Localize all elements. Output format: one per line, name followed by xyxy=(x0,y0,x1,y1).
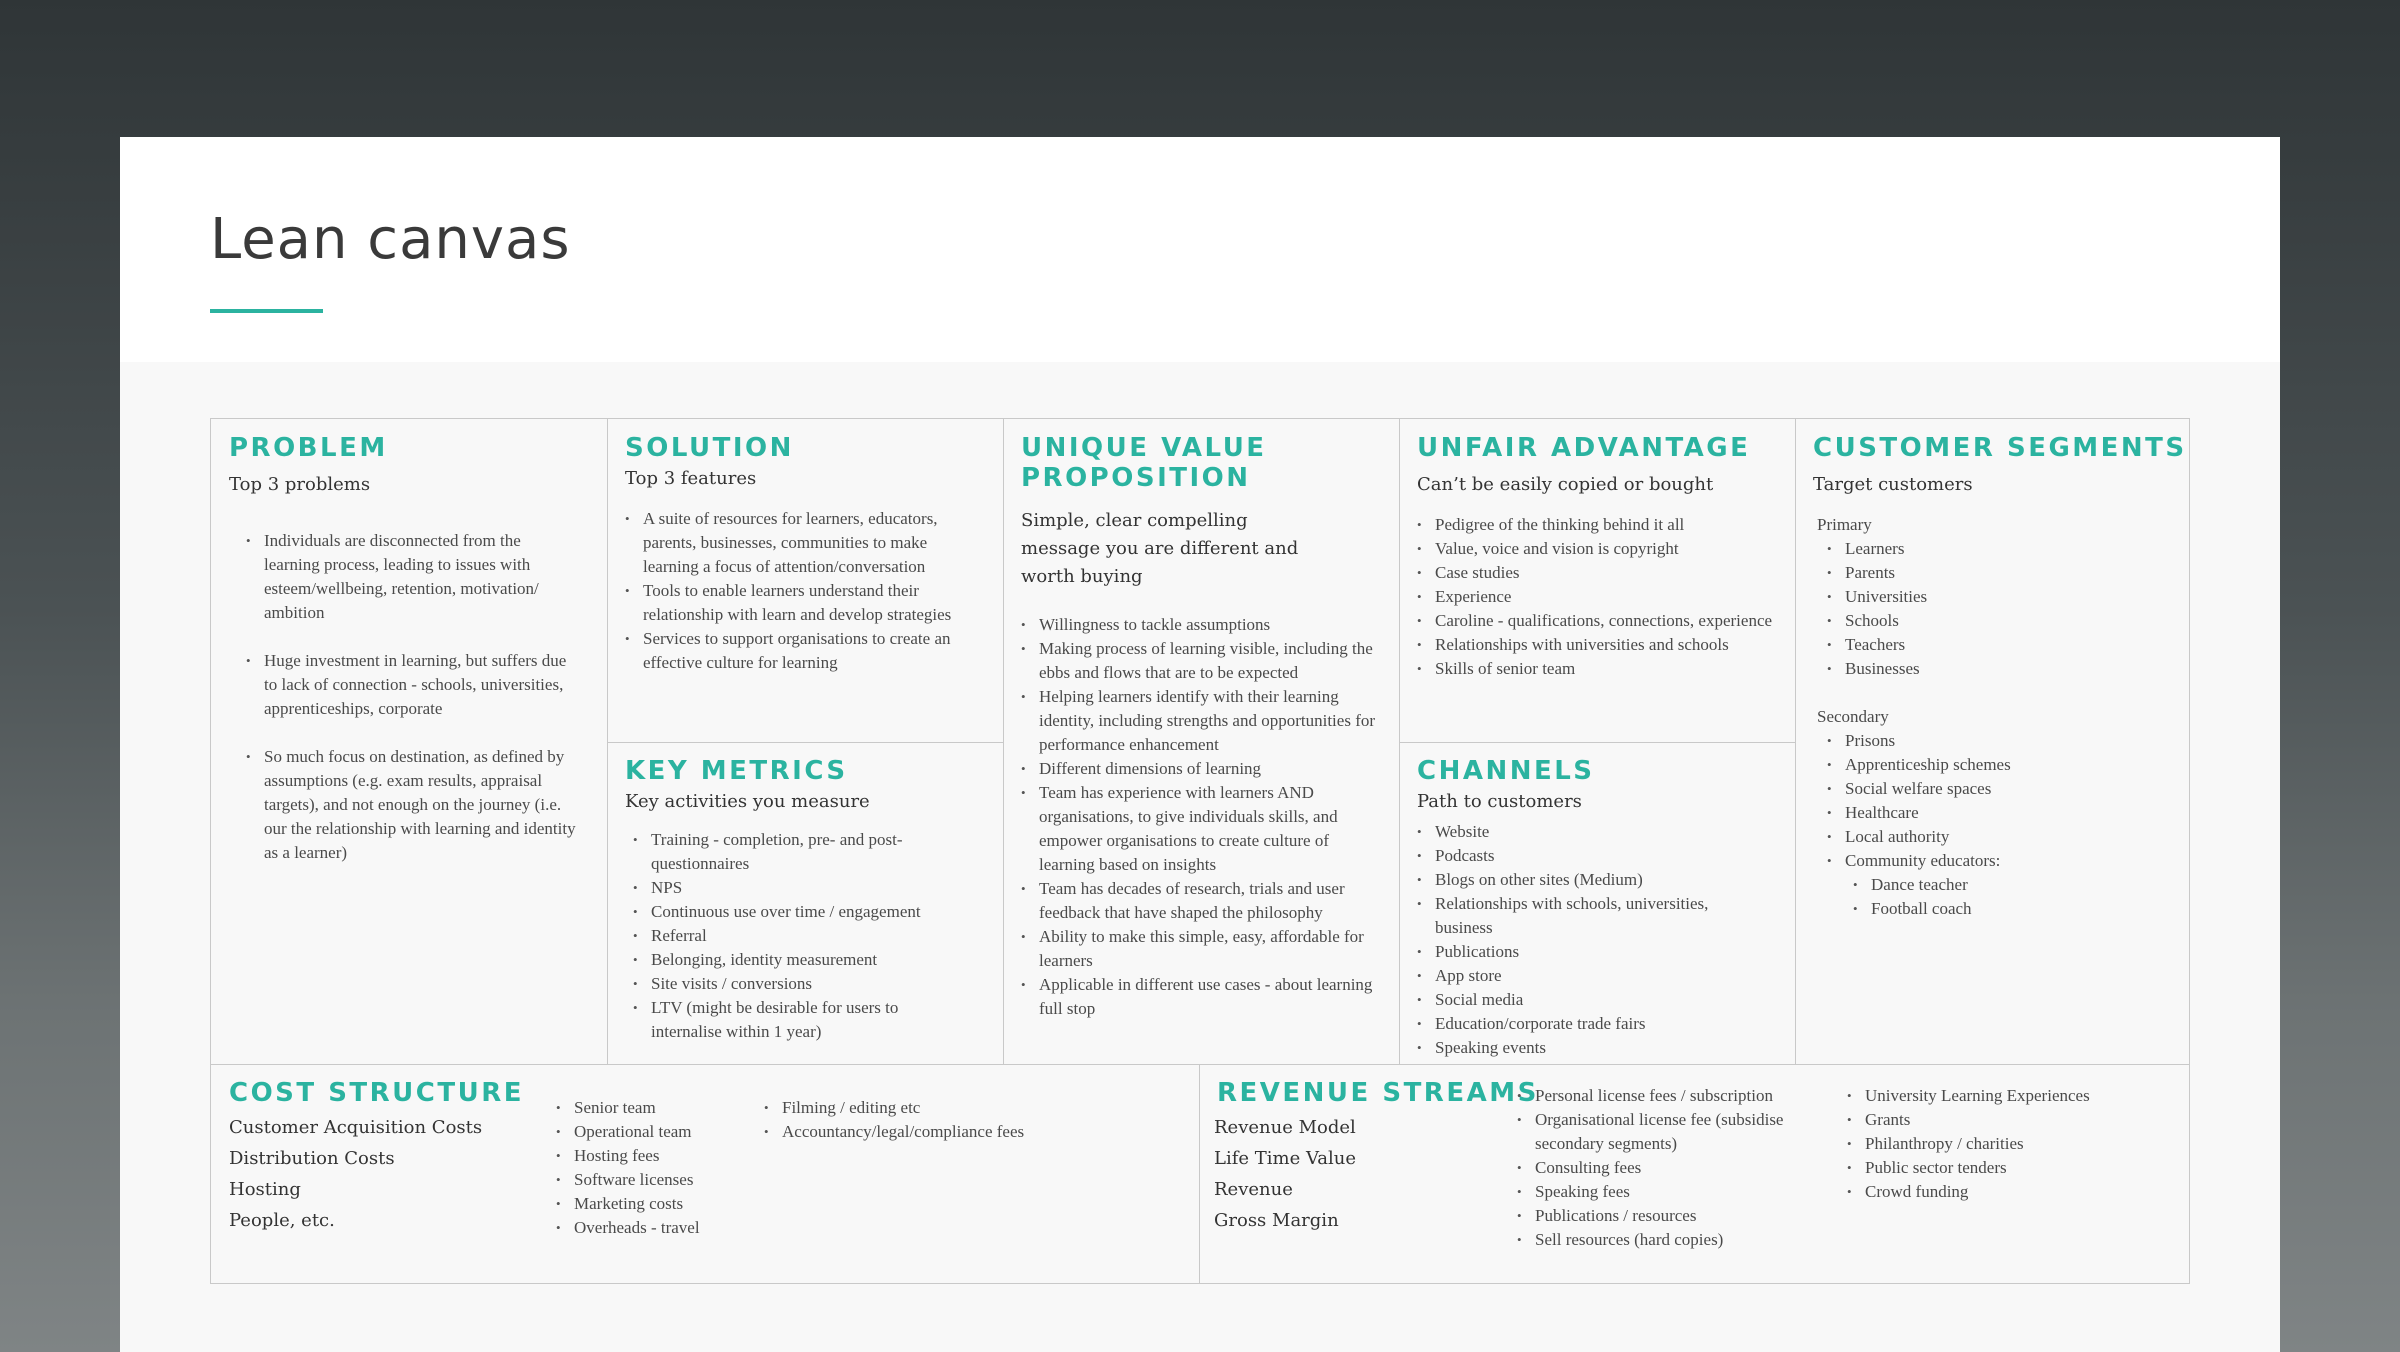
list-item: • Personal license fees / subscription xyxy=(1517,1084,1817,1108)
list-item: • Ability to make this simple, easy, affordable for learners xyxy=(1021,925,1383,973)
secondary-label: Secondary xyxy=(1817,707,1889,726)
cost-line: Distribution Costs xyxy=(229,1148,395,1169)
list-item: • Filming / editing etc xyxy=(764,1096,1064,1120)
list-item: • Overheads - travel xyxy=(556,1216,756,1240)
list-item: • Individuals are disconnected from the learning process, leading to issues with esteem/wellbeing, retention, motivation/ ambition xyxy=(246,529,576,625)
list-item: • Hosting fees xyxy=(556,1144,756,1168)
customer-segments-cell xyxy=(1795,419,2189,1064)
list-item: • Grants xyxy=(1847,1108,2147,1132)
list-item: • Website xyxy=(1417,820,1757,844)
list-item: • Skills of senior team xyxy=(1417,657,1779,681)
list-item: • Social welfare spaces xyxy=(1827,777,2189,801)
key-metrics-subtitle: Key activities you measure xyxy=(625,791,870,812)
list-item: • Healthcare xyxy=(1827,801,2189,825)
list-item: • Huge investment in learning, but suffers due to lack of connection - schools, universities, apprenticeships, corporate xyxy=(246,649,576,721)
list-item: • Value, voice and vision is copyright xyxy=(1417,537,1779,561)
list-item: • Publications / resources xyxy=(1517,1204,1817,1228)
uvp-title xyxy=(1021,433,1399,493)
sheet-header xyxy=(120,137,2280,362)
unfair-advantage-title: UNFAIR ADVANTAGE xyxy=(1417,433,1751,463)
list-item: • Apprenticeship schemes xyxy=(1827,753,2189,777)
key-metrics-title: KEY METRICS xyxy=(625,756,848,786)
customer-segments-title: CUSTOMER SEGMENTS xyxy=(1813,433,2187,463)
problem-title: PROBLEM xyxy=(229,433,388,463)
list-item: • Helping learners identify with their learning identity, including strengths and opportunities for performance enhancement xyxy=(1021,685,1383,757)
list-item: • Organisational license fee (subsidise secondary segments) xyxy=(1517,1108,1817,1156)
list-item: • Making process of learning visible, including the ebbs and flows that are to be expected xyxy=(1021,637,1383,685)
list-item: • Consulting fees xyxy=(1517,1156,1817,1180)
list-item: • Local authority xyxy=(1827,825,2189,849)
list-item: • Sell resources (hard copies) xyxy=(1517,1228,1817,1252)
solution-cell xyxy=(607,419,1003,742)
list-item: • Different dimensions of learning xyxy=(1021,757,1383,781)
unfair-advantage-subtitle: Can’t be easily copied or bought xyxy=(1417,474,1714,495)
uvp-title-line1: UNIQUE VALUE xyxy=(1021,433,1267,463)
cost-structure-list-2 xyxy=(764,1096,1064,1144)
revenue-streams-title: REVENUE STREAMS xyxy=(1217,1078,1539,1108)
list-item: • Willingness to tackle assumptions xyxy=(1021,613,1383,637)
list-item: • Parents xyxy=(1827,561,2189,585)
list-item: • Case studies xyxy=(1417,561,1779,585)
list-item: • Site visits / conversions xyxy=(633,972,953,996)
list-item: • Football coach xyxy=(1853,897,2189,921)
problem-subtitle: Top 3 problems xyxy=(229,474,371,495)
list-item: • Speaking events xyxy=(1417,1036,1757,1060)
solution-subtitle: Top 3 features xyxy=(625,468,757,489)
channels-cell xyxy=(1399,742,1795,1064)
cost-line: People, etc. xyxy=(229,1210,335,1231)
list-item: • Universities xyxy=(1827,585,2189,609)
list-item: • Referral xyxy=(633,924,953,948)
customer-segments-subtitle: Target customers xyxy=(1813,474,1973,495)
cost-structure-title: COST STRUCTURE xyxy=(229,1078,524,1108)
uvp-list xyxy=(1021,613,1383,1021)
cost-line: Customer Acquisition Costs xyxy=(229,1117,483,1138)
list-item: • Accountancy/legal/compliance fees xyxy=(764,1120,1064,1144)
list-item: • Senior team xyxy=(556,1096,756,1120)
list-item: • Community educators: xyxy=(1827,849,2189,873)
key-metrics-list xyxy=(625,828,953,1044)
list-item: • LTV (might be desirable for users to internalise within 1 year) xyxy=(633,996,953,1044)
revenue-line: Life Time Value xyxy=(1214,1148,1357,1169)
list-item: • Belonging, identity measurement xyxy=(633,948,953,972)
uvp-subtitle: Simple, clear compelling message you are different and worth buying xyxy=(1021,510,1299,587)
list-item: • Tools to enable learners understand their relationship with learn and develop strategies xyxy=(625,579,965,627)
list-item: • University Learning Experiences xyxy=(1847,1084,2147,1108)
cost-structure-list-1 xyxy=(556,1096,756,1240)
revenue-streams-list-1 xyxy=(1517,1084,1817,1252)
list-item: • Applicable in different use cases - about learning full stop xyxy=(1021,973,1383,1021)
page-title: Lean canvas xyxy=(210,207,571,272)
list-item: • Learners xyxy=(1827,537,2189,561)
list-item: • Software licenses xyxy=(556,1168,756,1192)
revenue-line: Gross Margin xyxy=(1214,1210,1339,1231)
list-item: • Speaking fees xyxy=(1517,1180,1817,1204)
solution-title: SOLUTION xyxy=(625,433,794,463)
problem-list xyxy=(229,529,576,865)
segments-groups xyxy=(1813,513,2189,921)
list-item: • Public sector tenders xyxy=(1847,1156,2147,1180)
list-item: • Marketing costs xyxy=(556,1192,756,1216)
primary-segments-list xyxy=(1817,537,2189,681)
list-item: • Education/corporate trade fairs xyxy=(1417,1012,1757,1036)
list-item: • Team has experience with learners AND organisations, to give individuals skills, and empower organisations to create culture of learning based on insights xyxy=(1021,781,1383,877)
list-item: • Social media xyxy=(1417,988,1757,1012)
channels-list xyxy=(1417,820,1757,1060)
uvp-cell xyxy=(1003,419,1399,1064)
list-item: • Caroline - qualifications, connections, experience xyxy=(1417,609,1779,633)
list-item: • Training - completion, pre- and post-questionnaires xyxy=(633,828,953,876)
revenue-line: Revenue xyxy=(1214,1179,1293,1200)
list-item: • Crowd funding xyxy=(1847,1180,2147,1204)
key-metrics-cell xyxy=(607,742,1003,1064)
list-item: • Publications xyxy=(1417,940,1757,964)
list-item: • Podcasts xyxy=(1417,844,1757,868)
list-item: • Prisons xyxy=(1827,729,2189,753)
list-item: • Relationships with universities and schools xyxy=(1417,633,1779,657)
unfair-advantage-cell xyxy=(1399,419,1795,742)
channels-subtitle: Path to customers xyxy=(1417,791,1582,812)
list-item: • Blogs on other sites (Medium) xyxy=(1417,868,1757,892)
title-underline xyxy=(210,309,323,313)
list-item: • Operational team xyxy=(556,1120,756,1144)
list-item: • Pedigree of the thinking behind it all xyxy=(1417,513,1779,537)
cost-line: Hosting xyxy=(229,1179,301,1200)
list-item: • NPS xyxy=(633,876,953,900)
uvp-title-line2: PROPOSITION xyxy=(1021,463,1251,493)
secondary-segments-list xyxy=(1817,729,2189,873)
cost-structure-cell xyxy=(211,1064,1199,1283)
community-educators-list xyxy=(1817,873,2189,921)
list-item: • Services to support organisations to create an effective culture for learning xyxy=(625,627,965,675)
list-item: • Schools xyxy=(1827,609,2189,633)
revenue-streams-cell xyxy=(1199,1064,2189,1283)
list-item: • A suite of resources for learners, educators, parents, businesses, communities to make learning a focus of attention/conversation xyxy=(625,507,965,579)
list-item: • Philanthropy / charities xyxy=(1847,1132,2147,1156)
list-item: • Relationships with schools, universities, business xyxy=(1417,892,1757,940)
list-item: • Dance teacher xyxy=(1853,873,2189,897)
revenue-streams-list-2 xyxy=(1847,1084,2147,1204)
list-item: • So much focus on destination, as defined by assumptions (e.g. exam results, appraisal targets), and not enough on the journey (i.e. our the relationship with learning and identity as a learner) xyxy=(246,745,576,865)
unfair-advantage-list xyxy=(1417,513,1779,681)
list-item: • App store xyxy=(1417,964,1757,988)
lean-canvas-grid xyxy=(210,418,2190,1284)
channels-title: CHANNELS xyxy=(1417,756,1595,786)
list-item: • Teachers xyxy=(1827,633,2189,657)
list-item: • Team has decades of research, trials and user feedback that have shaped the philosophy xyxy=(1021,877,1383,925)
primary-label: Primary xyxy=(1817,515,1872,534)
problem-cell xyxy=(211,419,607,1064)
list-item: • Businesses xyxy=(1827,657,2189,681)
list-item: • Continuous use over time / engagement xyxy=(633,900,953,924)
list-item: • Experience xyxy=(1417,585,1779,609)
revenue-line: Revenue Model xyxy=(1214,1117,1356,1138)
solution-list xyxy=(625,507,965,675)
